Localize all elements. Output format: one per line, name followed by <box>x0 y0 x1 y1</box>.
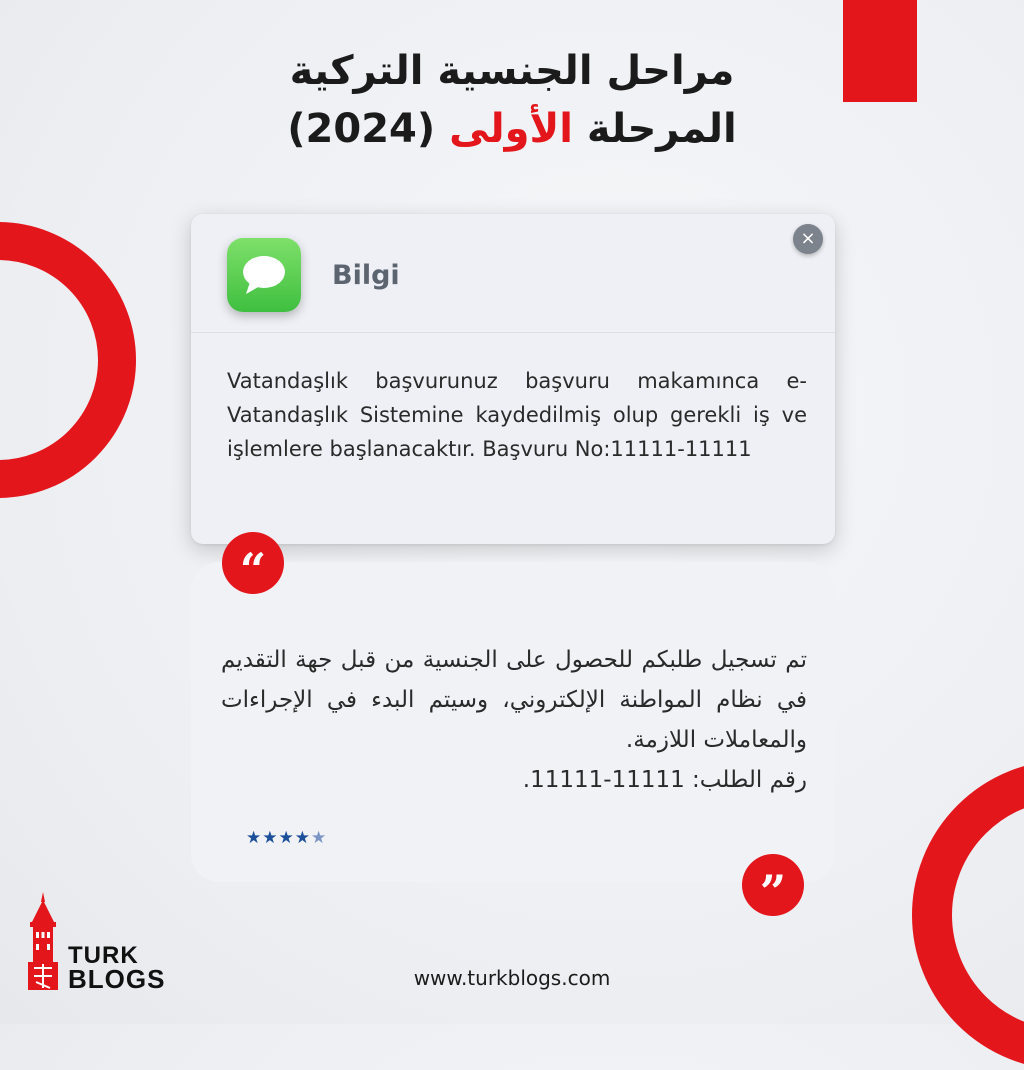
brand-name-line1: TURK <box>68 942 139 969</box>
translation-text: تم تسجيل طلبكم للحصول على الجنسية من قبل جهة التقديم في نظام المواطنة الإلكتروني، وسيتم البدء في الإجراءات والمعاملات اللازمة. <box>221 647 807 753</box>
request-number: رقم الطلب: 11111-11111. <box>522 767 807 793</box>
page-title: مراحل الجنسية التركية <box>289 48 735 94</box>
quote-open-icon: “ <box>222 532 284 594</box>
translation-text-block <box>221 640 807 800</box>
website-url[interactable]: www.turkblogs.com <box>413 966 611 990</box>
star-icons-full: ★★★★ <box>246 828 311 848</box>
notification-card <box>191 214 835 544</box>
subtitle-prefix: المرحلة <box>586 106 737 152</box>
notification-header <box>191 214 835 333</box>
quote-close-icon: ” <box>742 854 804 916</box>
translation-card <box>191 562 835 882</box>
subtitle-year: (2024) <box>287 106 436 152</box>
notification-app-name: Bilgi <box>332 260 400 291</box>
messages-icon <box>227 238 301 312</box>
notification-message: Vatandaşlık başvurunuz başvuru makamınca e-Vatandaşlık Sistemine kaydedilmiş olup gerekli iş ve işlemlere başlanacaktır. Başvuru No:11111-11111 <box>227 369 807 461</box>
subtitle-accent: الأولى <box>449 106 573 152</box>
page-subtitle <box>0 106 1024 152</box>
red-ring-left-decoration <box>0 222 136 498</box>
close-button[interactable]: × <box>793 224 823 254</box>
star-icon-half: ★ <box>310 828 328 848</box>
brand-name-line2: BLOGS <box>68 964 166 994</box>
rating-stars <box>246 828 327 848</box>
